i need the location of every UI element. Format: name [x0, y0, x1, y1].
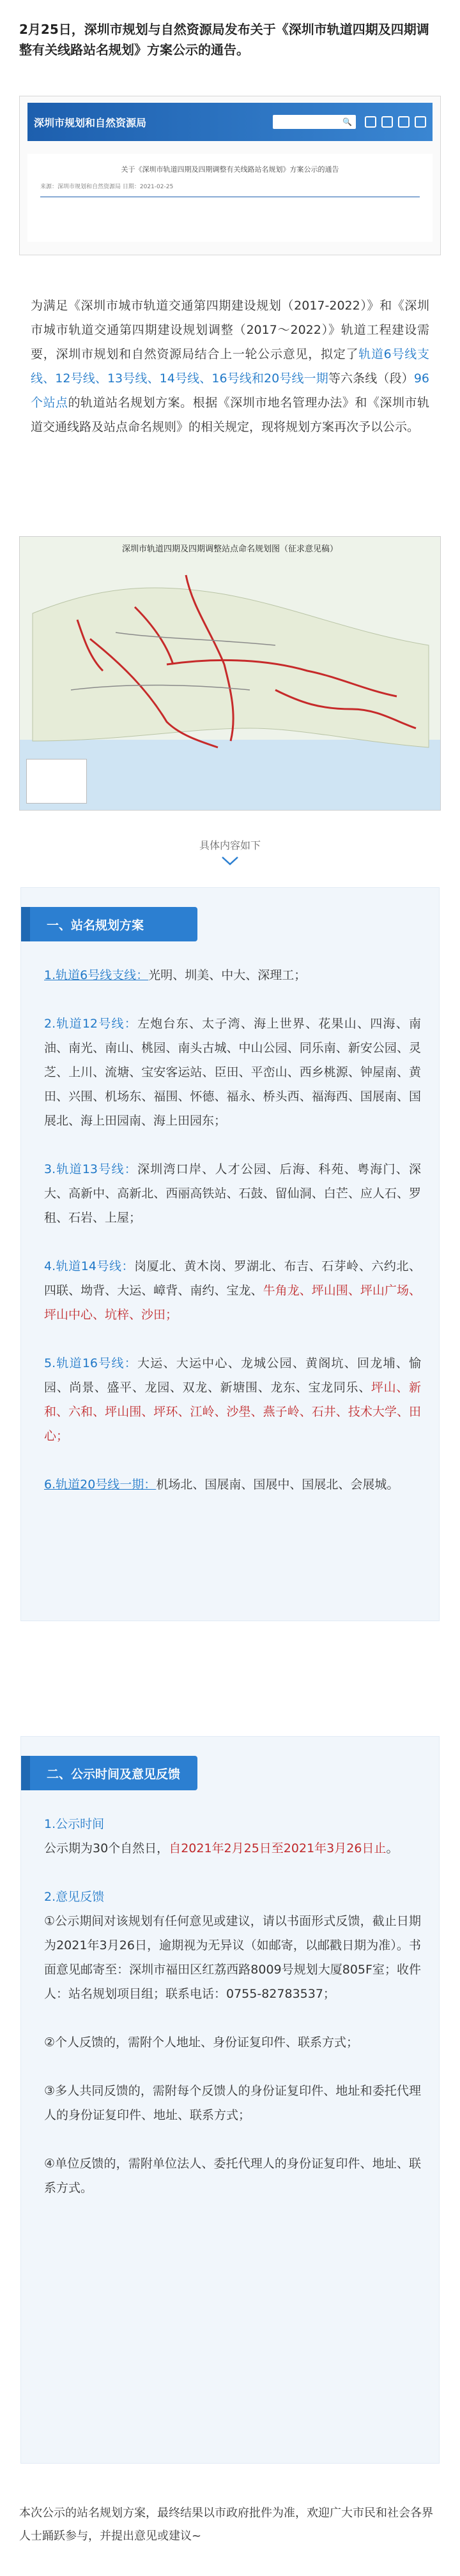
breadcrumb	[27, 141, 433, 154]
line-item	[44, 1012, 421, 1133]
period-text: 公示期为30个自然日，	[44, 1841, 169, 1855]
intro-count-highlight: 96个站点	[31, 371, 429, 410]
line-head: 1.轨道6号线支线：	[44, 968, 149, 982]
feedback-item: ①公示期间对该规划有任何意见或建议，请以书面形式反馈，截止日期为2021年3月26日，逾期视为无异议（如邮寄，以邮戳日期为准）。书面意见邮寄至：深圳市福田区红荔西路8009号规划大厦805F室；收件人：站名规划项目组；联系电话：0755-82783537；	[44, 1914, 421, 2001]
announcement-screenshot	[19, 96, 441, 255]
feedback-item: ④单位反馈的，需附单位法人、委托代理人的身份证复印件、地址、联系方式。	[44, 2157, 421, 2195]
announcement-title: 关于《深圳市轨道四期及四期调整有关线路站名规划》方案公示的通告	[121, 165, 339, 174]
line-stations: 机场北、国展南、国展中、国展北、会展城。	[156, 1478, 399, 1492]
line-item	[44, 1472, 421, 1497]
feedback-item: ③多人共同反馈的，需附每个反馈人的身份证复印件、地址和委托代理人的身份证复印件、地址、联系方式；	[44, 2084, 421, 2122]
subheading-publicity-period: 1.公示时间	[44, 1817, 105, 1831]
detail-prompt	[0, 837, 460, 866]
line-head: 4.轨道14号线：	[44, 1259, 135, 1273]
line-head: 5.轨道16号线：	[44, 1356, 137, 1370]
nav-icon	[415, 116, 426, 128]
line-head: 3.轨道13号线：	[44, 1162, 137, 1176]
section-tab-feedback: 二、公示时间及意见反馈	[30, 1756, 197, 1790]
station-plan-list	[44, 963, 421, 1521]
intro-lines-highlight: 轨道6号线支线、12号线、13号线、14号线、16号线和20号线一期	[31, 347, 429, 386]
period-dates-highlight: 自2021年2月25日至2021年3月26日止	[169, 1841, 387, 1855]
announcement-body	[27, 154, 433, 242]
line-stations-highlight: 牛角龙、坪山围、坪山广场、坪山中心、坑梓、沙田；	[44, 1284, 421, 1322]
nav-icon	[365, 116, 376, 128]
section-station-plan	[20, 887, 440, 1621]
intro-paragraph	[31, 294, 429, 439]
nav-icon	[398, 116, 410, 128]
line-item	[44, 1157, 421, 1230]
closing-paragraph: 本次公示的站名规划方案，最终结果以市政府批件为准，欢迎广大市民和社会各界人士踊跃参与，并提出意见或建议~	[19, 2506, 433, 2543]
intro-text-c: 的轨道站名规划方案。根据《深圳市地名管理办法》和《深圳市轨道交通线路及站点命名规则》的相关规定，现将规划方案再次予以公示。	[31, 396, 429, 434]
line-stations-highlight: 坪山、新和、六和、坪山围、坪环、江岭、沙壆、燕子岭、石井、技术大学、田心；	[44, 1381, 421, 1443]
nav-icon	[381, 116, 393, 128]
map-legend	[26, 759, 87, 804]
feedback-content	[44, 1812, 421, 2224]
line-head: 6.轨道20号线一期：	[44, 1478, 157, 1492]
feedback-item: ②个人反馈的，需附个人地址、身份证复印件、联系方式；	[44, 2035, 359, 2049]
announcement-meta: 来源：深圳市规划和自然资源局 日期：2021-02-25	[40, 184, 174, 190]
line-stations: 岗厦北、黄木岗、罗湖北、布吉、石芽岭、六约北、四联、坳背、大运、嶂背、南约、宝龙、	[44, 1259, 421, 1298]
chevron-down-icon	[221, 856, 239, 866]
article-title: 2月25日，深圳市规划与自然资源局发布关于《深圳市轨道四期及四期调整有关线路站名规划》方案公示的通告。	[19, 22, 429, 57]
subheading-feedback: 2.意见反馈	[44, 1890, 105, 1904]
line-stations: 深圳湾口岸、人才公园、后海、科苑、粤海门、深大、高新中、高新北、西丽高铁站、石鼓、留仙洞、白芒、应人石、罗租、石岩、上屋；	[44, 1162, 421, 1225]
section-tab-station-plan: 一、站名规划方案	[30, 907, 197, 941]
publicity-period-text	[44, 1836, 421, 1861]
line-item	[44, 1351, 421, 1448]
map-title: 深圳市轨道四期及四期调整站点命名规划图（征求意见稿）	[121, 544, 338, 554]
bureau-header	[27, 103, 433, 141]
line-stations: 大运、大运中心、龙城公园、黄阁坑、回龙埔、愉园、尚景、盛平、龙园、双龙、新塘围、龙东、宝龙同乐、	[44, 1356, 421, 1395]
line-item	[44, 963, 421, 987]
intro-text-a: 为满足《深圳市城市轨道交通第四期建设规划（2017-2022）》和《深圳市城市轨道交通第四期建设规划调整（2017～2022）》轨道工程建设需要，深圳市规划和自然资源局结合上一轮公示意见，拟定了	[31, 299, 429, 361]
search-icon: 🔍	[273, 115, 356, 129]
line-head: 2.轨道12号线：	[44, 1017, 137, 1031]
line-stations: 左炮台东、太子湾、海上世界、花果山、四海、南油、南光、南山、桃园、南头古城、中山公园、同乐南、新安公园、灵芝、上川、流塘、宝安客运站、臣田、平峦山、西乡桃源、钟屋南、黄田、兴围、机场东、福围、怀德、福永、桥头西、福海西、国展南、国展北、海上田园南、海上田园东；	[44, 1017, 421, 1128]
station-map	[19, 536, 441, 811]
nav-icons	[365, 116, 426, 128]
period-text-end: 。	[386, 1841, 399, 1855]
line-stations: 光明、圳美、中大、深理工；	[148, 968, 307, 982]
section-feedback	[20, 1736, 440, 2464]
intro-text-b: 等六条线（段）	[328, 371, 414, 386]
detail-label: 具体内容如下	[199, 839, 261, 851]
line-item	[44, 1254, 421, 1327]
bureau-name: 深圳市规划和自然资源局	[34, 116, 147, 129]
